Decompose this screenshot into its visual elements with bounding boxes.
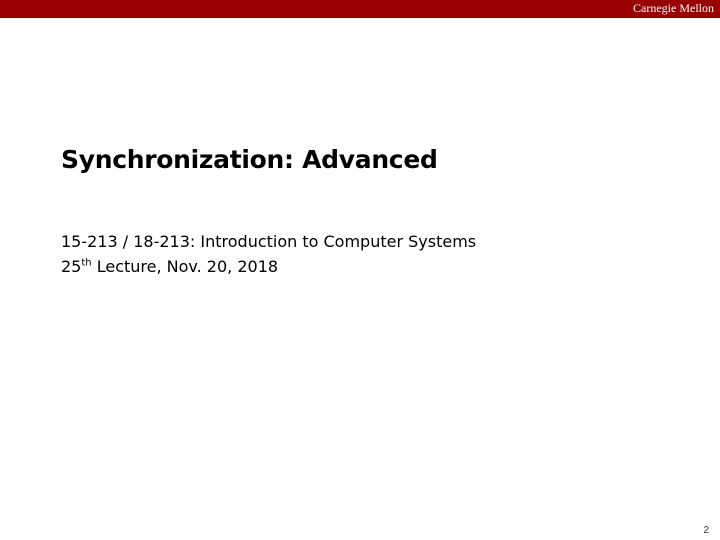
course-line: 15-213 / 18-213: Introduction to Computer Systems (61, 232, 477, 251)
lecture-date: Lecture, Nov. 20, 2018 (91, 257, 279, 276)
subtitle-block (61, 229, 476, 279)
header-bar (0, 0, 720, 18)
page-number: 2 (703, 525, 709, 536)
slide-title: Synchronization: Advanced (61, 145, 438, 174)
lecture-suffix: th (81, 257, 92, 269)
brand-label: Carnegie Mellon (633, 1, 714, 15)
lecture-line (61, 254, 476, 279)
lecture-number: 25 (61, 257, 82, 276)
